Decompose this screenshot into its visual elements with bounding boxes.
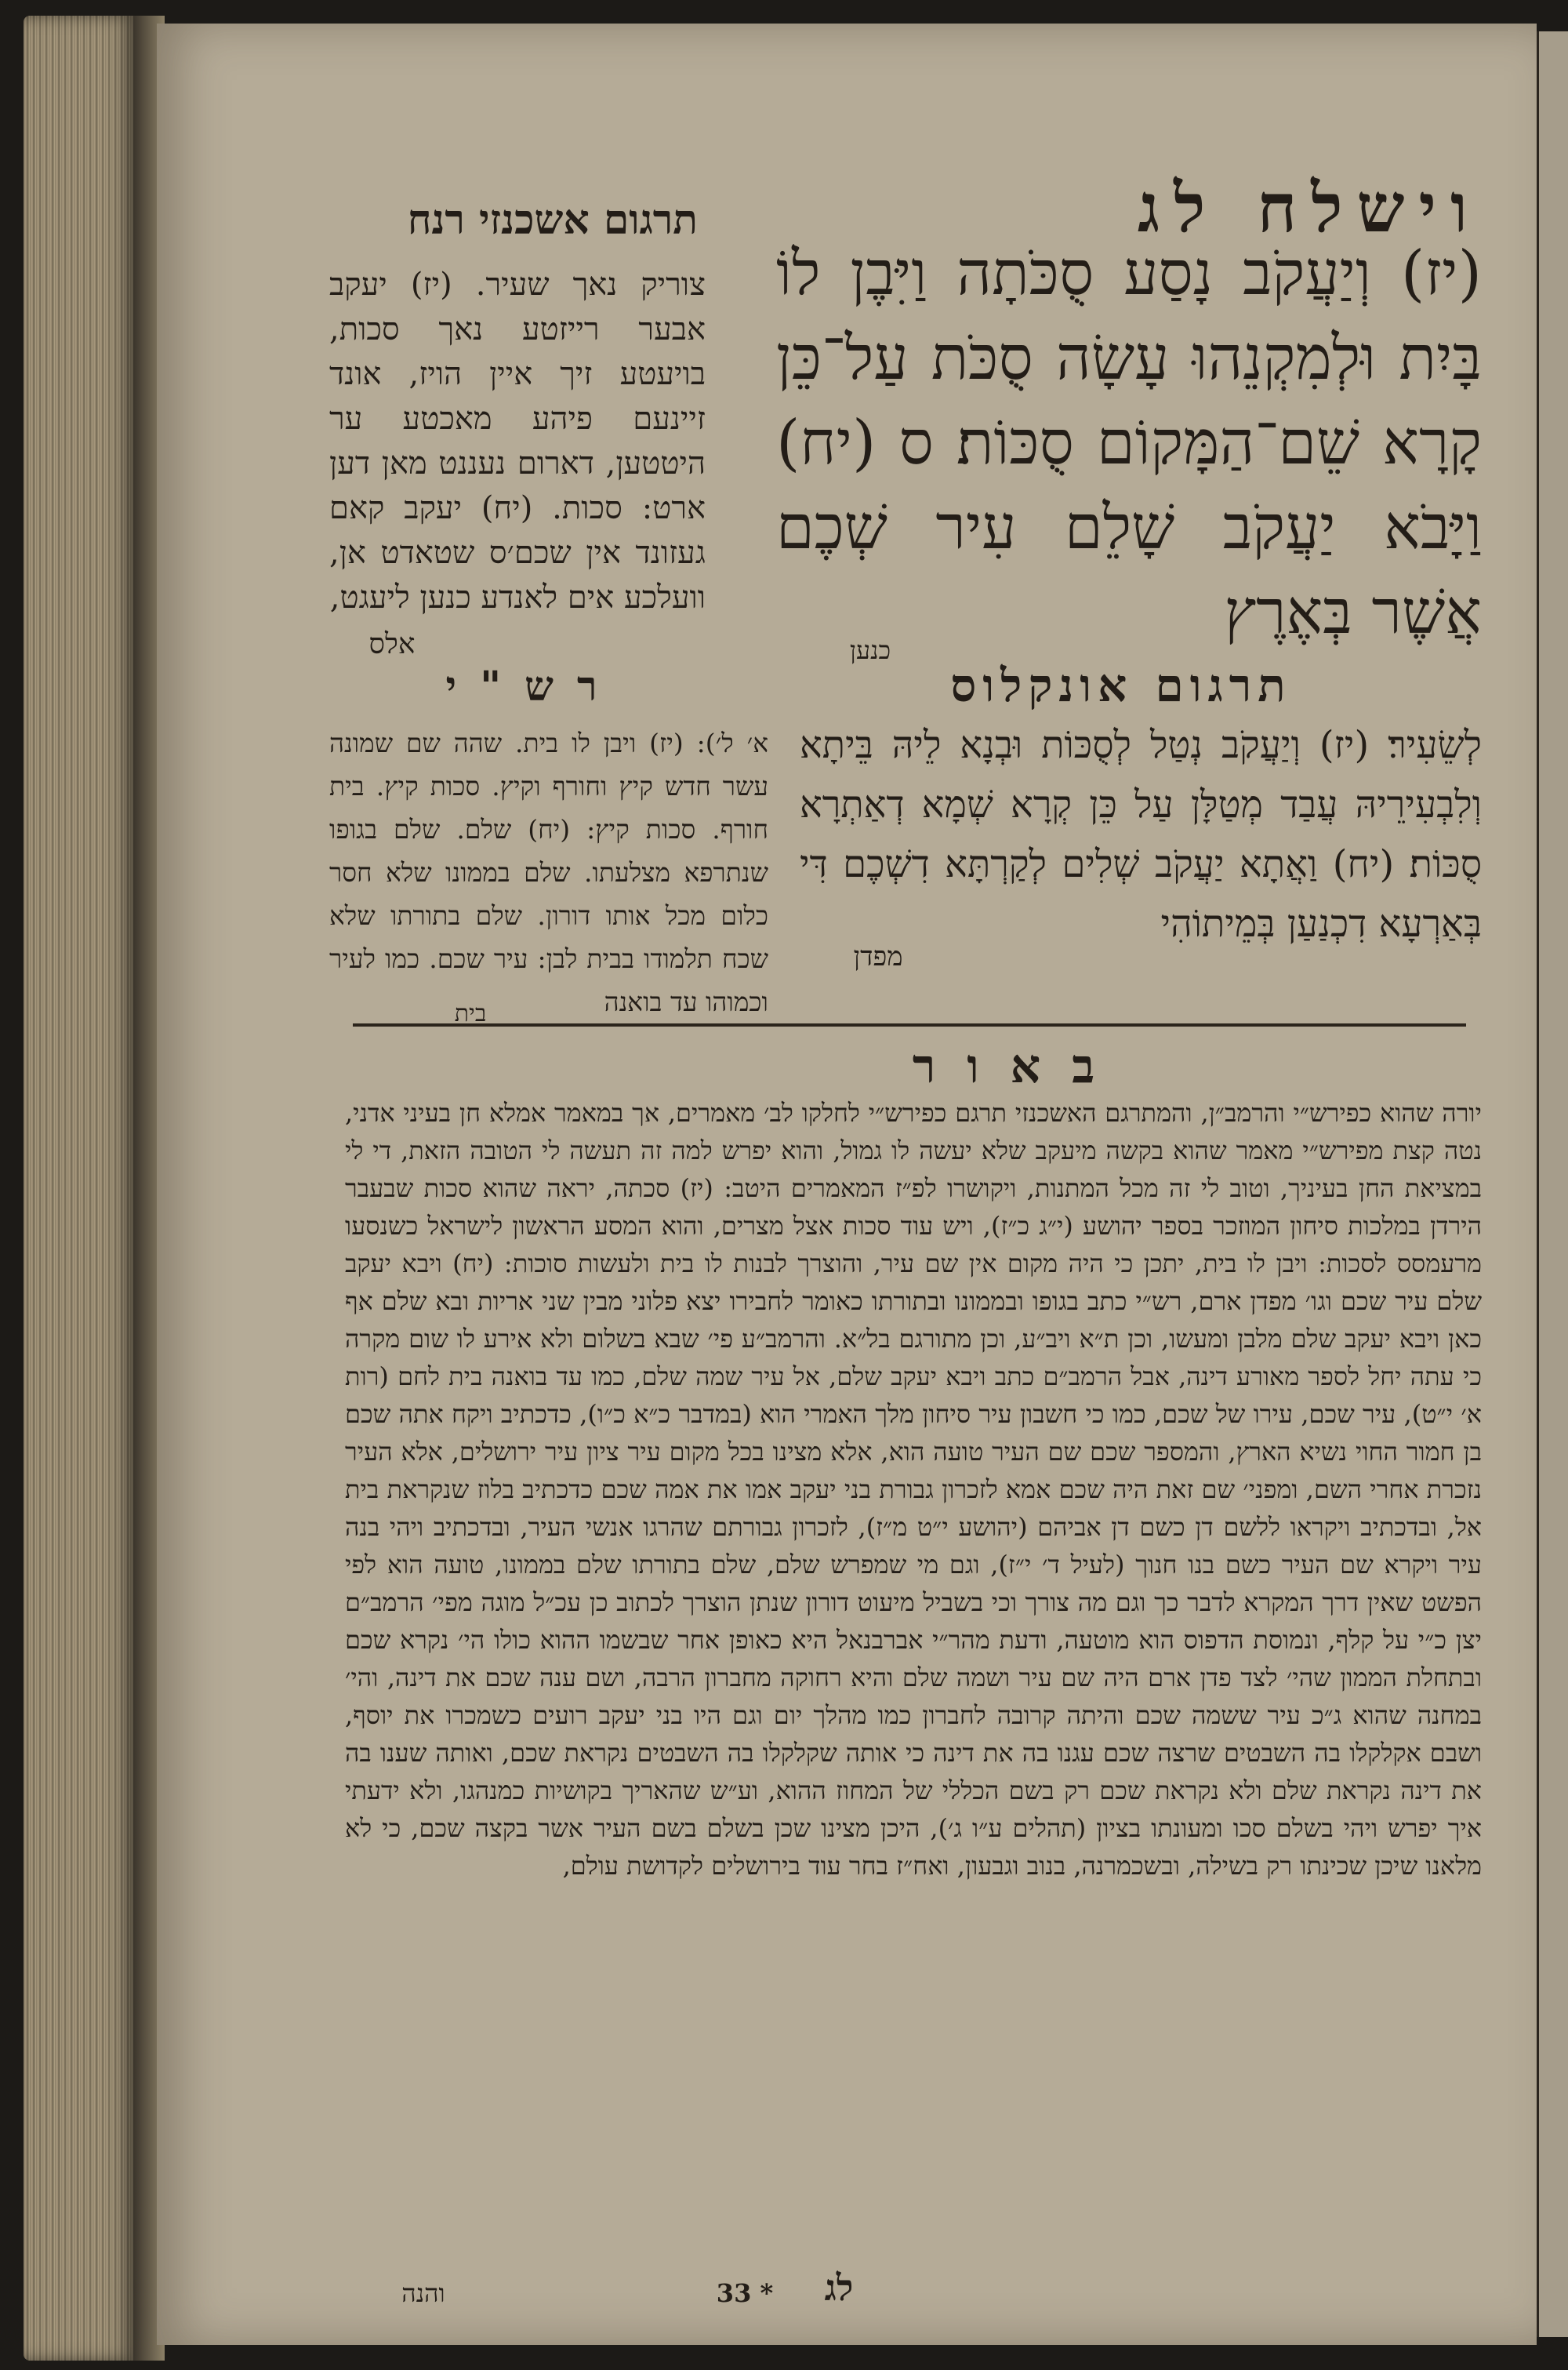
rashi-text: א׳ ל׳): (יז) ויבן לו בית. שהה שם שמונה עשר חדש קיץ וחורף וקיץ. סכות קיץ. בית חורף. סכות קיץ: (יח) שלם. שלם בגופו שנתרפא מצלעתו. שלם בממונו שלא חסר כלום מכל אותו דורון. שלם בתורתו שלא שכח תלמודו בבית לבן: עיר שכם. כמו לעיר וכמוהו עד בואנה xyxy=(329,728,768,1017)
section-divider xyxy=(353,1023,1466,1027)
onkelos-catchword: מפדן xyxy=(853,941,903,972)
biur-title: באור xyxy=(912,1039,1127,1094)
rashi-title: רש"י xyxy=(445,663,621,711)
page-catchword: והנה xyxy=(401,2278,445,2308)
onkelos-title: תרגום אונקלוס xyxy=(950,659,1292,712)
onkelos-text: לְשֵׂעִיר׃ (יז) וְיַעֲקֹב נְטַל לְסֻכּוֹת וּבְנָא לֵיהּ בֵּיתָא וְלִבְעִירֵיהּ עֲבַד מְטַלָּן עַל כֵּן קְרָא שְׁמָא דְאַתְרָא סֻכּוֹת׃ (יח) וַאֲתָא יַעֲקֹב שְׁלִים לְקַרְתָּא דִשְׁכֶם דִּי בְּאַרְעָא דִכְנַעַן בְּמֵיתוֹהִי xyxy=(800,723,1482,946)
verse-catchword: כנען xyxy=(849,635,891,665)
parasha-header: וישלח לג xyxy=(1137,169,1482,248)
german-translation-text: צוריק נאך שעיר. (יז) יעקב אבער רייזטע נאך סכות, בויעטע זיך איין הויז, אונד זיינעם פיהע מאכטע ער היטטען, דארום נעננט מאן דען ארט: סכות. (יח) יעקב קאם געזונד אין שכם׳ס שטאדט אן, וועלכע אים לאנדע כנען ליעגט, xyxy=(329,267,706,616)
biur-commentary-text: יורה שהוא כפירש״י והרמב״ן, והמתרגם האשכנזי תרגם כפירש״י לחלקו לב׳ מאמרים, אך במאמר אמלא חן בעיני אדני, נטה קצת מפירש״י מאמר שהוא בקשה מיעקב שלא יעשה לו גמול, והוא יפרש למה זה תעשה לי הטובה הזאת, די לי במציאת החן בעיניך, וטוב לי זה מכל המתנות, ויקושרו לפ״ז המאמרים היטב: (יז) סכתה, יראה שהוא סכות שבעבר הירדן במלכות סיחון המוזכר בספר יהושע (י״ג כ״ז), ויש עוד סכות אצל מצרים, והוא המסע הראשון לישראל כשנסעו מרעמסס לסכות: ויבן לו בית, יתכן כי היה מקום אין שם עיר, והוצרך לבנות לו בית ולעשות סוכות: (יח) ויבא יעקב שלם עיר שכם וגו׳ מפדן ארם, רש״י כתב בגופו ובממונו ובתורתו כאומר לחבירו יצא פלוני מבין שני אריות ובא שלם אף כאן ויבא יעקב שלם מלבן ומעשו, וכן ת״א ויב״ע, וכן מתורגם בל״א. והרמב״ע פי׳ שבא בשלום ולא אירע לו שום מקרה כי עתה יחל לספר מאורע דינה, אבל הרמב״ם כתב ויבא יעקב שלם, אל עיר שמה שלם, כמו עד בואנה בית לחם (רות א׳ י״ט), עיר שכם, עירו של שכם, כמו כי חשבון עיר סיחון מלך האמרי הוא (במדבר כ״א כ״ו), כדכתיב ויקח אתה שכם בן חמור החוי נשיא הארץ, והמספר שכם שם העיר טועה הוא, אלא מצינו בכל מקום עיר ציון עיר ירושלים, אלא העיר נזכרת אחרי השם, ומפני׳ שם זאת היה שכם אמא לזכרון גבורת בני יעקב אמו את אמה שכם כדכתיב בלוז שנקראת בית אל, ובדכתיב ויקראו ללשם דן כשם דן אביהם (יהושע י״ט מ״ז), לזכרון גבורתם שהרגו אנשי העיר, ובדכתיב ויהי בנה עיר ויקרא שם העיר כשם בנו חנוך (לעיל ד׳ י״ז), וגם מי שמפרש שלם, שלם בתורתו שלם בממונו, טועה הוא לפי הפשט שאין דרך המקרא לדבר כך וגם מה צורך וכי בשביל מיעוט דורון שנתן הוצרך לכתוב כן עכ״ל מוגה מפי׳ הרמב״ם יצן כ״י על קלף, ונמוסת הדפוס הוא מוטעה, ודעת מהר״י אברבנאל היא כאופן אחר שבשמו ההוא כולו הי׳ נקרא שכם ובתחלת הממון שהי׳ לצד פדן ארם היה שם עיר ושמה שלם והיא רחוקה מחברון הרבה, ושם ענה שכם את דינה, והי׳ במחנה שהוא ג״כ עיר ששמה שכם והיתה קרובה לחברון כמו מהלך יום וגם היו בני יעקב רועים כשמכרו את יוסף, ושבם אקלקלו בה השבטים שרצה שכם עגנו בה את דינה כי אותה שקלקלו בה השבטים נקראת שכם, ואותה שענו בה את דינה נקראת שלם ולא נקראת שכם רק בשם הכללי של המחוז ההוא, וע״ש שהאריך בקושיות כמנהגו, ולא ידעתי איך יפרש ויהי בשלם סכו ומעונתו בציון (תהלים ע״ו ג׳), היכן מצינו שכן בשלם בשם העיר אשר בקצה שכם, כי לא מלאנו שיכן שכינתו רק בשילה, ובשכמרנה, בנוב וגבעון, ואח״ז בחר עוד בירושלים לקדושת עולם, xyxy=(345,1098,1483,1881)
german-translation-header: תרגום אשכנזי רנח xyxy=(407,196,698,244)
book-page-edges xyxy=(24,16,133,2361)
signature-number: 33 * xyxy=(716,2278,774,2308)
rashi-catchword: בית xyxy=(454,1000,487,1027)
torah-verse-text: (יז) וְיַעֲקֹב נָסַע סֻכֹּתָה וַיִּבֶן לוֹ בָּיִת וּלְמִקְנֵהוּ עָשָׂה סֻכֹּת עַל־כֵּן קָרָא שֵׁם־הַמָּקוֹם סֻכּוֹת׃ ס (יח) וַיָּבֹא יַעֲקֹב שָׁלֵם עִיר שְׁכֶם אֲשֶׁר בְּאֶרֶץ xyxy=(776,238,1482,648)
signature-letters: לג xyxy=(824,2266,854,2309)
german-catchword: אלס xyxy=(368,628,416,660)
facing-page-edge xyxy=(1537,31,1568,2337)
